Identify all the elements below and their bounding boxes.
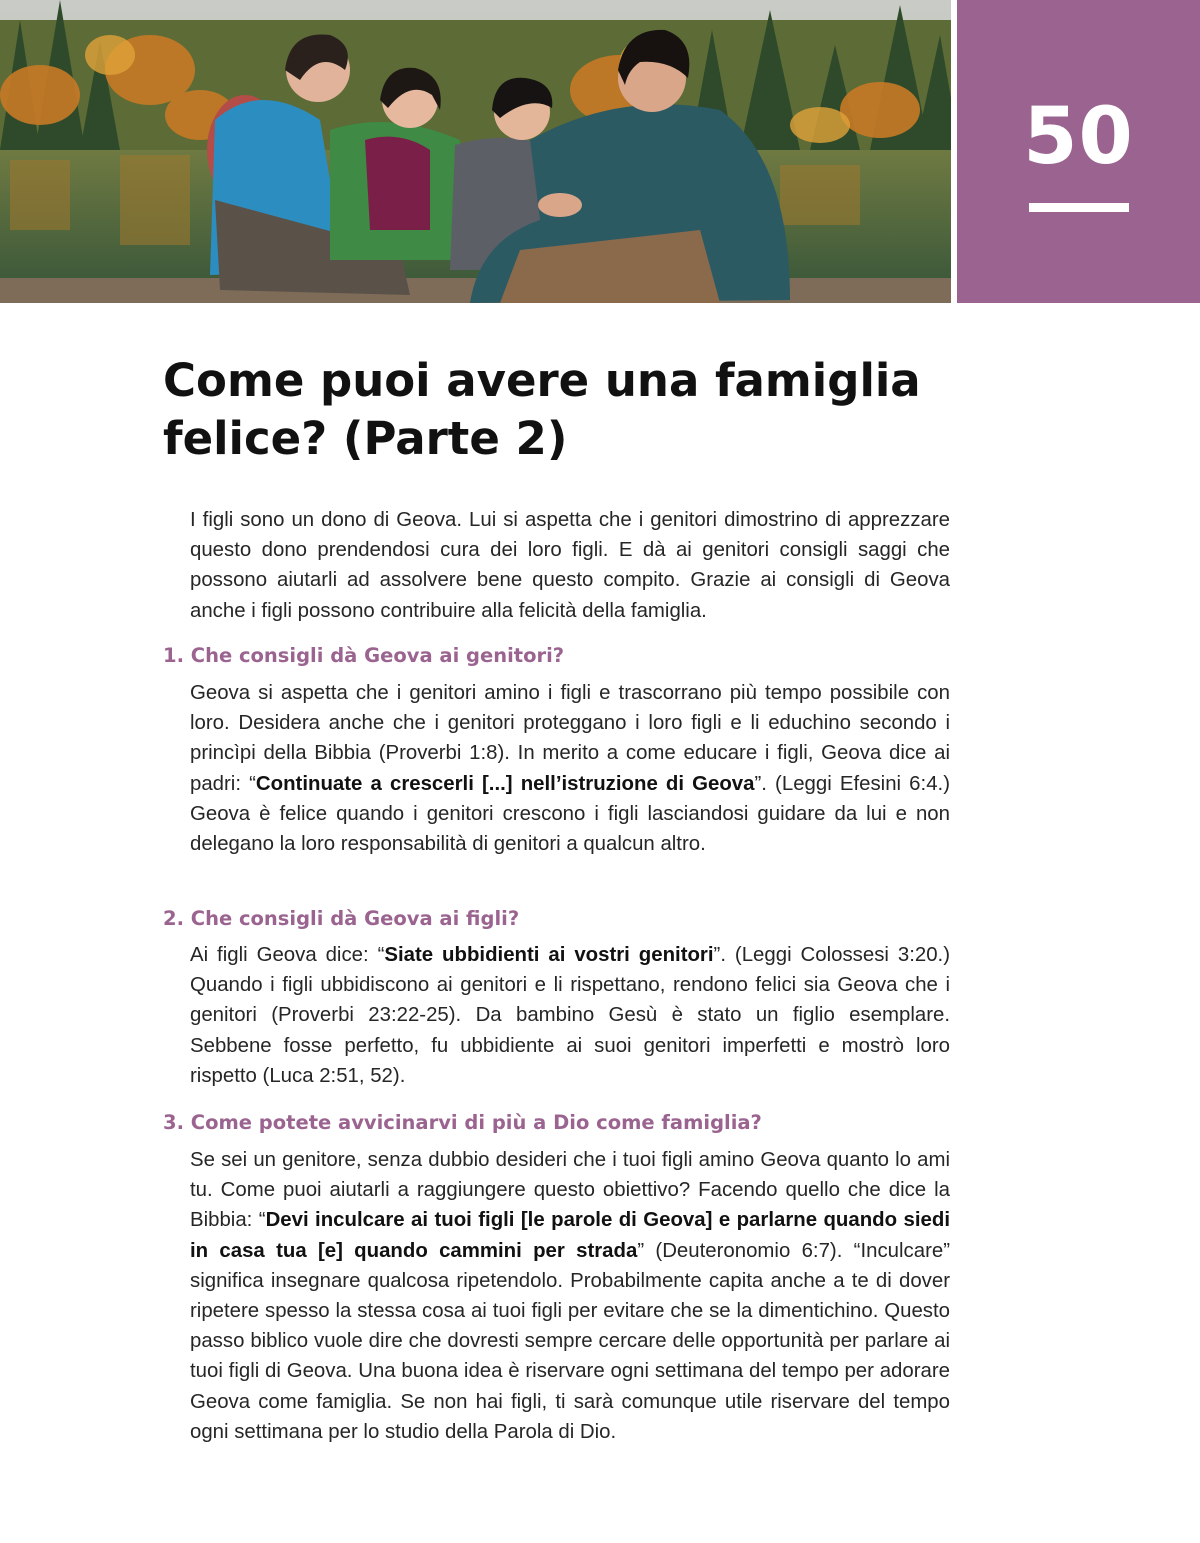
question-3-heading: 3. Come potete avvicinarvi di più a Dio come famiglia? (163, 1111, 762, 1134)
answer-text: ” (Deuteronomio 6:7). “Inculcare” significa insegnare qualcosa ripetendolo. Probabilmente capita anche a te di dover ripetere spesso la stessa cosa ai tuoi figli per evitare che se la dimentichino. Questo passo biblico vuole dire che dovresti sempre cercare delle opportunità per parlare ai tuoi figli di Geova. Una buona idea è riservare ogni settimana del tempo per adorare Geova come famiglia. Se non hai figli, ti sarà comunque utile riservare del tempo ogni settimana per lo studio della Parola di Dio. (190, 1239, 950, 1443)
intro-paragraph: I figli sono un dono di Geova. Lui si aspetta che i genitori dimostrino di apprezzare questo dono prendendosi cura dei loro figli. E dà ai genitori consigli saggi che possono aiutarli ad assolvere bene questo compito. Grazie ai consigli di Geova anche i figli possono contribuire alla felicità della famiglia. (190, 509, 950, 622)
hero-photo (0, 0, 951, 303)
answer-text: Geova si aspetta che i genitori amino i figli e trascorrano più tempo possibile con loro. Desidera anche che i genitori proteggano i loro figli e li educhino secondo i princìpi della Bibbia (Proverbi 1:8). In merito a come educare i figli, Geova dice ai padri: “ (190, 682, 950, 795)
scripture-quote: Siate ubbidienti ai vostri genitori (384, 944, 714, 966)
question-3-answer (190, 1145, 950, 1447)
family-by-lake-illustration (0, 0, 951, 303)
question-2-heading: 2. Che consigli dà Geova ai figli? (163, 907, 520, 930)
lesson-number: 50 (1023, 92, 1134, 182)
scripture-quote: Devi inculcare ai tuoi figli [le parole di Geova] e parlarne quando siedi in casa tua [e] quando cammini per strada (190, 1209, 950, 1262)
answer-text: ”. (Leggi Efesini 6:4.) Geova è felice quando i genitori crescono i figli lasciandosi guidare da lui e non delegano la loro responsabilità di genitori a qualcun altro. (190, 772, 950, 856)
answer-text: Se sei un genitore, senza dubbio desideri che i tuoi figli amino Geova quanto lo ami tu. Come puoi aiutarli a raggiungere questo obiettivo? Facendo quello che dice la Bibbia: “ (190, 1149, 950, 1232)
page-title: Come puoi avere una famiglia felice? (Parte 2) (163, 354, 921, 465)
scripture-quote: Continuate a crescerli [...] nell’istruzione di Geova (255, 772, 755, 795)
answer-text: ”. (Leggi Colossesi 3:20.) Quando i figli ubbidiscono ai genitori e li rispettano, rendono felici sia Geova che i genitori (Proverbi 23:22-25). Da bambino Gesù è stato un figlio esemplare. Sebbene fosse perfetto, fu ubbidiente ai suoi genitori imperfetti e mostrò loro rispetto (Luca 2:51, 52). (190, 944, 951, 1087)
question-1-heading: 1. Che consigli dà Geova ai genitori? (163, 644, 565, 667)
lesson-number-underline (1029, 203, 1129, 212)
answer-text: Ai figli Geova dice: “ (190, 944, 385, 966)
question-1-answer (190, 678, 950, 859)
question-2-answer (190, 940, 950, 1091)
lesson-number-box (957, 0, 1200, 303)
